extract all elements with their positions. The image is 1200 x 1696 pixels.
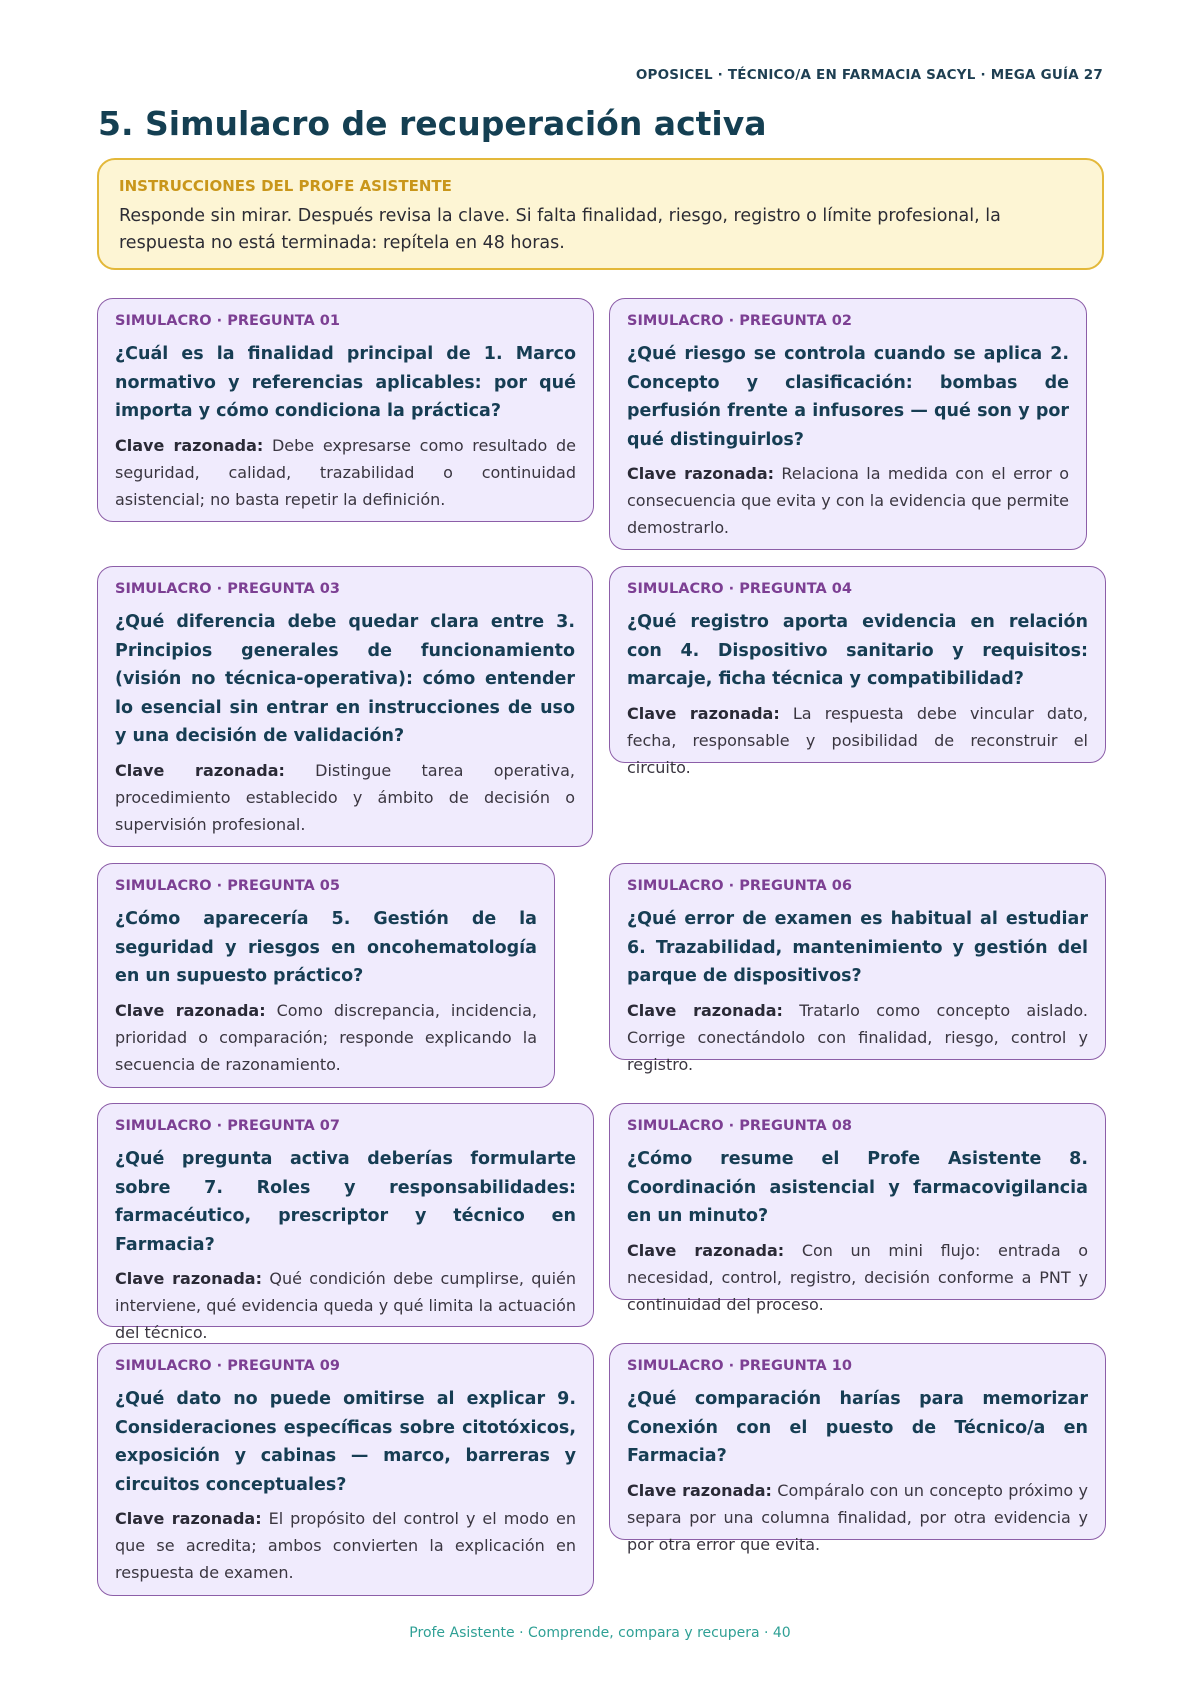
running-head: OPOSICEL · TÉCNICO/A EN FARMACIA SACYL · MEGA GUÍA 27 bbox=[635, 67, 1103, 83]
card-question: ¿Qué riesgo se controla cuando se aplica 2. Concepto y clasificación: bombas de perfusión frente a infusores — qué son y por qué distinguirlos? bbox=[627, 344, 1069, 450]
card-label: SIMULACRO · PREGUNTA 09 bbox=[115, 1358, 340, 1374]
answer-key-label: Clave razonada: bbox=[627, 1000, 783, 1020]
card-question: ¿Qué registro aporta evidencia en relación con 4. Dispositivo sanitario y requisitos: marcaje, ficha técnica y compatibilidad? bbox=[627, 612, 1088, 689]
card-answer bbox=[115, 1505, 576, 1586]
answer-key-label: Clave razonada: bbox=[627, 1240, 785, 1260]
card-question: ¿Qué comparación harías para memorizar Conexión con el puesto de Técnico/a en Farmacia? bbox=[627, 1389, 1088, 1466]
question-card-07 bbox=[97, 1103, 594, 1342]
card-answer bbox=[627, 460, 1069, 541]
card-label: SIMULACRO · PREGUNTA 06 bbox=[627, 878, 852, 894]
page-footer: Profe Asistente · Comprende, compara y recupera · 40 bbox=[409, 1625, 791, 1641]
instructions-label: INSTRUCCIONES DEL PROFE ASISTENTE bbox=[119, 177, 452, 195]
card-answer bbox=[115, 757, 575, 838]
card-answer bbox=[627, 700, 1088, 781]
card-question: ¿Cómo resume el Profe Asistente 8. Coordinación asistencial y farmacovigilancia en un minuto? bbox=[627, 1149, 1088, 1226]
question-card-03 bbox=[97, 566, 593, 847]
card-question: ¿Qué pregunta activa deberías formularte sobre 7. Roles y responsabilidades: farmacéutico, prescriptor y técnico en Farmacia? bbox=[115, 1149, 576, 1255]
answer-key-label: Clave razonada: bbox=[627, 1480, 772, 1500]
card-question: ¿Qué dato no puede omitirse al explicar 9. Consideraciones específicas sobre citotóxicos, exposición y cabinas — marco, barreras y circuitos conceptuales? bbox=[115, 1389, 576, 1495]
answer-key-label: Clave razonada: bbox=[115, 1509, 262, 1528]
card-label: SIMULACRO · PREGUNTA 05 bbox=[115, 878, 340, 894]
card-label: SIMULACRO · PREGUNTA 07 bbox=[115, 1118, 340, 1134]
card-label: SIMULACRO · PREGUNTA 04 bbox=[627, 581, 852, 597]
card-answer bbox=[627, 1237, 1088, 1318]
question-card-01 bbox=[97, 298, 594, 522]
answer-key-label: Clave razonada: bbox=[115, 1000, 266, 1020]
answer-text: Debe expresarse como resultado de seguridad, calidad, trazabilidad o continuidad asistencial; no basta repetir la definición. bbox=[115, 435, 576, 509]
answer-text: Tratarlo como concepto aislado. Corrige conectándolo con finalidad, riesgo, control y registro. bbox=[627, 1000, 1089, 1074]
card-label: SIMULACRO · PREGUNTA 10 bbox=[627, 1358, 852, 1374]
question-card-05 bbox=[97, 863, 555, 1088]
answer-key-label: Clave razonada: bbox=[115, 1269, 262, 1288]
answer-text: El propósito del control y el modo en que se acredita; ambos convierten la explicación en respuesta de examen. bbox=[115, 1509, 577, 1582]
card-label: SIMULACRO · PREGUNTA 03 bbox=[115, 581, 340, 597]
card-answer bbox=[627, 1477, 1088, 1558]
page-title: 5. Simulacro de recuperación activa bbox=[98, 104, 767, 143]
question-card-02 bbox=[609, 298, 1087, 550]
answer-key-label: Clave razonada: bbox=[115, 435, 264, 455]
answer-key-label: Clave razonada: bbox=[627, 703, 780, 723]
card-question: ¿Cómo aparecería 5. Gestión de la seguridad y riesgos en oncohematología en un supuesto práctico? bbox=[115, 909, 537, 986]
card-answer bbox=[627, 997, 1088, 1078]
question-card-09 bbox=[97, 1343, 594, 1596]
answer-text: Como discrepancia, incidencia, prioridad o comparación; responde explicando la secuencia de razonamiento. bbox=[115, 1000, 537, 1074]
card-label: SIMULACRO · PREGUNTA 01 bbox=[115, 313, 340, 329]
card-answer bbox=[115, 1265, 576, 1346]
instructions-text: Responde sin mirar. Después revisa la clave. Si falta finalidad, riesgo, registro o límite profesional, la respuesta no está terminada: repítela en 48 horas. bbox=[119, 206, 1001, 253]
card-question: ¿Qué error de examen es habitual al estudiar 6. Trazabilidad, mantenimiento y gestión del parque de dispositivos? bbox=[627, 909, 1088, 986]
card-label: SIMULACRO · PREGUNTA 02 bbox=[627, 313, 852, 329]
answer-text: Compáralo con un concepto próximo y separa por una columna finalidad, por otra evidencia y por otra error que evita. bbox=[627, 1480, 1089, 1554]
question-card-10 bbox=[609, 1343, 1106, 1554]
answer-key-label: Clave razonada: bbox=[627, 464, 775, 483]
card-label: SIMULACRO · PREGUNTA 08 bbox=[627, 1118, 852, 1134]
question-card-04 bbox=[609, 566, 1106, 777]
answer-key-label: Clave razonada: bbox=[115, 760, 285, 780]
question-card-06 bbox=[609, 863, 1106, 1074]
card-question: ¿Cuál es la finalidad principal de 1. Marco normativo y referencias aplicables: por qué importa y cómo condiciona la práctica? bbox=[115, 344, 576, 421]
answer-text: Relaciona la medida con el error o consecuencia que evita y con la evidencia que permite demostrarlo. bbox=[627, 464, 1069, 537]
answer-text: La respuesta debe vincular dato, fecha, responsable y posibilidad de reconstruir el circuito. bbox=[627, 703, 1089, 777]
instructions-box bbox=[97, 158, 1104, 270]
card-answer bbox=[115, 997, 537, 1078]
answer-text: Con un mini flujo: entrada o necesidad, control, registro, decisión conforme a PNT y continuidad del proceso. bbox=[627, 1240, 1088, 1314]
answer-text: Qué condición debe cumplirse, quién interviene, qué evidencia queda y qué limita la actuación del técnico. bbox=[115, 1269, 576, 1342]
card-answer bbox=[115, 432, 576, 513]
question-card-08 bbox=[609, 1103, 1106, 1314]
card-question: ¿Qué diferencia debe quedar clara entre 3. Principios generales de funcionamiento (visión no técnica-operativa): cómo entender lo esencial sin entrar en instrucciones de uso y una decisión de validación? bbox=[115, 612, 575, 746]
answer-text: Distingue tarea operativa, procedimiento establecido y ámbito de decisión o supervisión profesional. bbox=[115, 760, 575, 834]
